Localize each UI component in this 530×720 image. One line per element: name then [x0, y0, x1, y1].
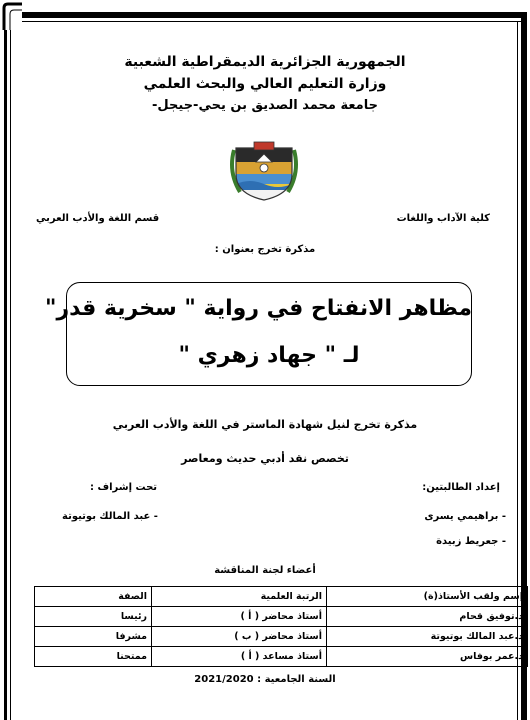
- jury-member-rank: أستاذ محاضر ( أ ): [152, 607, 327, 627]
- page-border-top-thin: [22, 21, 527, 22]
- column-header: الرتبة العلمية: [152, 587, 327, 607]
- jury-table: [34, 586, 528, 667]
- page-border-left: [4, 30, 7, 720]
- column-header: إسم ولقب الأستاذ(ة): [327, 587, 528, 607]
- jury-member-rank: أستاذ محاضر ( ب ): [152, 627, 327, 647]
- ministry-name: وزارة التعليم العالي والبحث العلمي: [143, 76, 387, 92]
- thesis-title-line2: لـ " جهاد زهري ": [178, 343, 360, 368]
- jury-member-name: د.توفيق قحام: [327, 607, 528, 627]
- prepared-by-label: إعداد الطالبتين:: [422, 482, 500, 493]
- department-name: قسم اللغة والأدب العربي: [36, 213, 160, 224]
- jury-member-role: مشرفا: [35, 627, 152, 647]
- university-name: جامعة محمد الصديق بن يحي-جيجل-: [152, 98, 378, 113]
- specialization: تخصص نقد أدبي حديث ومعاصر: [181, 452, 349, 465]
- thesis-title-line1: مظاهر الانفتاح في رواية " سخرية قدر": [45, 296, 472, 321]
- supervisor-name: - عبد المالك بوتيوتة: [62, 511, 158, 522]
- table-row: [35, 647, 528, 667]
- table-row: [35, 627, 528, 647]
- jury-member-role: ممتحنا: [35, 647, 152, 667]
- jury-member-name: د.عبد المالك بوتيوتة: [327, 627, 528, 647]
- column-header: الصفة: [35, 587, 152, 607]
- jury-member-rank: أستاذ مساعد ( أ ): [152, 647, 327, 667]
- republic-name: الجمهورية الجزائرية الديمقراطية الشعبية: [124, 54, 406, 70]
- page-border-left-thin: [10, 30, 11, 720]
- degree-statement: مذكرة تخرج لنيل شهادة الماستر في اللغة والأدب العربي: [112, 418, 418, 431]
- jury-member-name: د.عمر بوفاس: [327, 647, 528, 667]
- committee-label: أعضاء لجنة المناقشة: [214, 565, 316, 576]
- memo-title-label: مذكرة تخرج بعنوان :: [214, 244, 316, 255]
- student-name: - براهيمي يسرى: [424, 511, 506, 522]
- border-corner-ornament: [0, 0, 22, 30]
- student-name: - جعريط زبيدة: [436, 536, 506, 547]
- faculty-name: كلية الآداب واللغات: [396, 213, 490, 224]
- table-row: [35, 607, 528, 627]
- table-header-row: [35, 587, 528, 607]
- academic-year: السنة الجامعية : 2021/2020: [194, 674, 336, 685]
- jury-member-role: رئيسا: [35, 607, 152, 627]
- university-logo-icon: [228, 140, 300, 202]
- supervision-label: تحت إشراف :: [90, 482, 158, 493]
- page-border-top: [22, 12, 527, 18]
